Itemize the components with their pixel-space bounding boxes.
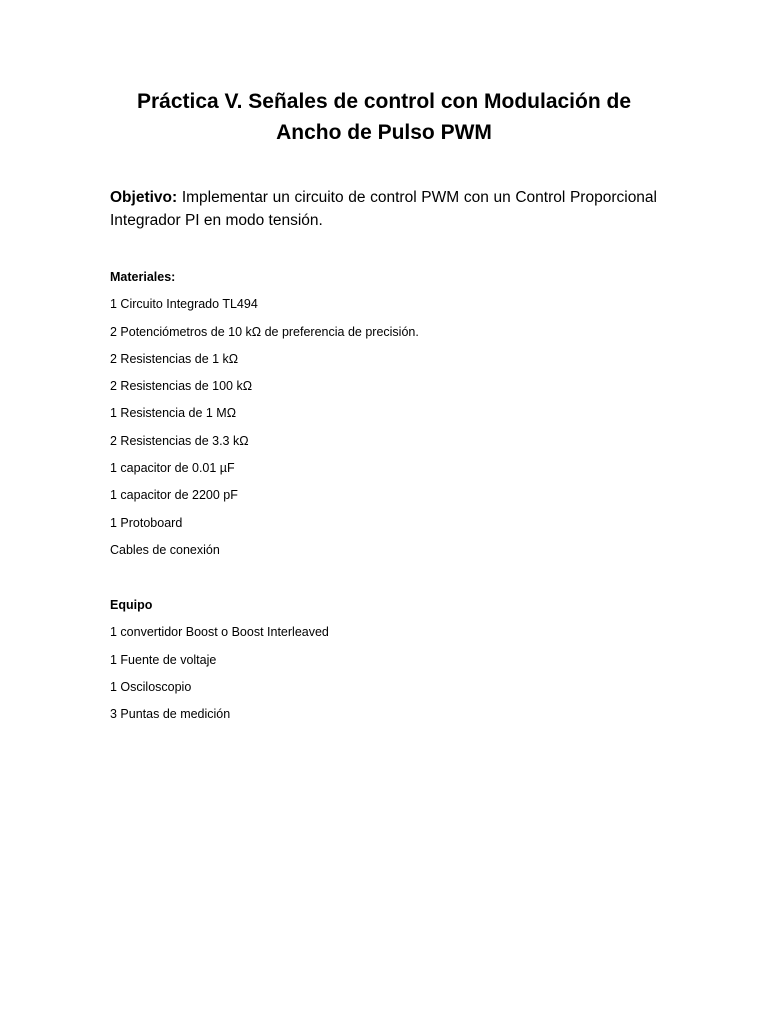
objective-paragraph bbox=[110, 186, 657, 232]
list-item: 2 Potenciómetros de 10 kΩ de preferencia de precisión. bbox=[110, 324, 419, 339]
title-line-1: Práctica V. Señales de control con Modulación de bbox=[136, 90, 632, 113]
list-item: 3 Puntas de medición bbox=[110, 707, 231, 722]
materials-section bbox=[110, 269, 670, 558]
list-item: 2 Resistencias de 1 kΩ bbox=[110, 351, 239, 366]
objective-text: Implementar un circuito de control PWM con un Control Proporcional Integrador PI en modo tensión. bbox=[110, 189, 657, 229]
list-item: 2 Resistencias de 3.3 kΩ bbox=[110, 433, 249, 448]
page-title bbox=[100, 86, 668, 148]
equipment-list bbox=[110, 624, 670, 722]
list-item: 1 Protoboard bbox=[110, 515, 183, 530]
list-item: Cables de conexión bbox=[110, 542, 220, 557]
list-item: 1 convertidor Boost o Boost Interleaved bbox=[110, 625, 329, 640]
list-item: 1 Resistencia de 1 MΩ bbox=[110, 406, 237, 421]
objective-label: Objetivo: bbox=[110, 189, 178, 206]
list-item: 1 Osciloscopio bbox=[110, 679, 192, 694]
list-item: 1 capacitor de 0.01 µF bbox=[110, 461, 235, 476]
title-line-2: Ancho de Pulso PWM bbox=[276, 121, 492, 144]
list-item: 1 Circuito Integrado TL494 bbox=[110, 297, 258, 312]
equipment-section bbox=[110, 597, 670, 722]
materials-heading: Materiales: bbox=[110, 270, 176, 284]
equipment-heading: Equipo bbox=[110, 598, 153, 612]
list-item: 2 Resistencias de 100 kΩ bbox=[110, 379, 253, 394]
list-item: 1 capacitor de 2200 pF bbox=[110, 488, 238, 503]
list-item: 1 Fuente de voltaje bbox=[110, 652, 217, 667]
materials-list bbox=[110, 296, 670, 558]
